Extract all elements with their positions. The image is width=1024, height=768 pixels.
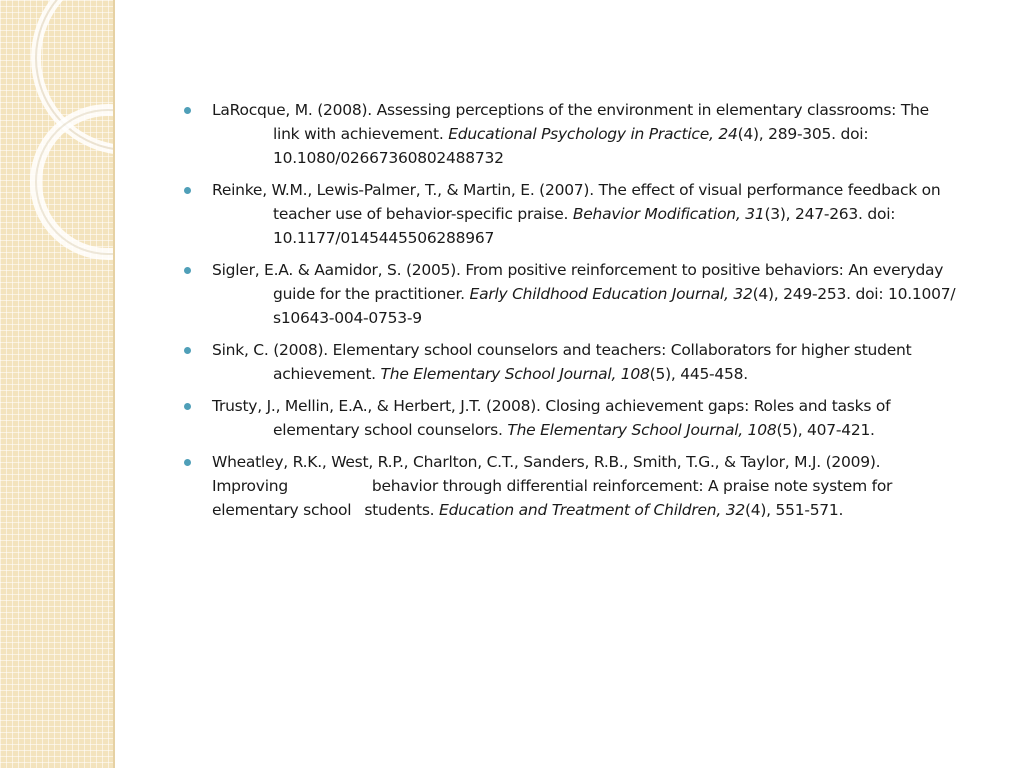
reference-text: students. (364, 501, 440, 519)
reference-text-line (212, 474, 993, 498)
reference-item (183, 178, 993, 250)
reference-item (183, 258, 993, 330)
doi-text: 10.1080/02667360802488732 (273, 149, 504, 167)
doi-text: 10.1177/0145445506288967 (273, 229, 495, 247)
reference-text: (4), 551-571. (744, 501, 844, 519)
reference-item (183, 450, 993, 522)
bullet-icon (184, 187, 191, 194)
bullet-icon (184, 347, 191, 354)
reference-text: Sink, C. (2008). Elementary school counselors and teachers: Collaborators for higher student (212, 341, 912, 359)
reference-text: (4), 249-253. doi: 10.1007/ (752, 285, 956, 303)
reference-list (183, 98, 993, 530)
decorative-side-panel (0, 0, 113, 768)
reference-text: (5), 445-458. (649, 365, 748, 383)
reference-text-line (212, 282, 993, 306)
bullet-icon (184, 107, 191, 114)
reference-text: link with achievement. (273, 125, 449, 143)
reference-text: Trusty, J., Mellin, E.A., & Herbert, J.T. (2008). Closing achievement gaps: Roles and tasks of (212, 397, 891, 415)
bullet-icon (184, 459, 191, 466)
journal-title: The Elementary School Journal, 108 (507, 421, 777, 439)
bullet-icon (184, 403, 191, 410)
side-panel-edge (113, 0, 115, 768)
reference-text: LaRocque, M. (2008). Assessing perceptions of the environment in elementary classrooms: The (212, 101, 929, 119)
reference-text: teacher use of behavior-specific praise. (273, 205, 573, 223)
reference-text: Improving (212, 477, 288, 495)
reference-text: Wheatley, R.K., West, R.P., Charlton, C.T., Sanders, R.B., Smith, T.G., & Taylor, M.J. (2009). (212, 453, 881, 471)
bullet-icon (184, 267, 191, 274)
reference-text: behavior through differential reinforcement: A praise note system for (371, 477, 893, 495)
reference-text: elementary school counselors. (273, 421, 508, 439)
reference-text: Reinke, W.M., Lewis-Palmer, T., & Martin, E. (2007). The effect of visual performance feedback on (212, 181, 941, 199)
reference-text: (3), 247-263. doi: (764, 205, 896, 223)
reference-text-line (212, 418, 993, 442)
reference-item (183, 394, 993, 442)
reference-text: (5), 407-421. (776, 421, 875, 439)
decorative-circles-graphic (0, 0, 113, 768)
reference-text: guide for the practitioner. (273, 285, 470, 303)
reference-item (183, 98, 993, 170)
reference-text: Sigler, E.A. & Aamidor, S. (2005). From positive reinforcement to positive behaviors: An everyday (212, 261, 944, 279)
reference-text-line (212, 362, 993, 386)
reference-item (183, 338, 993, 386)
reference-text: achievement. (273, 365, 381, 383)
reference-text-line (212, 122, 993, 146)
reference-text: (4), 289-305. doi: (737, 125, 869, 143)
journal-title: Early Childhood Education Journal, 32 (469, 285, 753, 303)
journal-title: The Elementary School Journal, 108 (380, 365, 650, 383)
doi-text: s10643-004-0753-9 (273, 309, 422, 327)
journal-title: Education and Treatment of Children, 32 (439, 501, 745, 519)
journal-title: Behavior Modification, 31 (572, 205, 765, 223)
reference-text-line (212, 498, 993, 522)
journal-title: Educational Psychology in Practice, 24 (448, 125, 738, 143)
reference-text: elementary school (212, 501, 352, 519)
reference-text-line (212, 202, 993, 226)
